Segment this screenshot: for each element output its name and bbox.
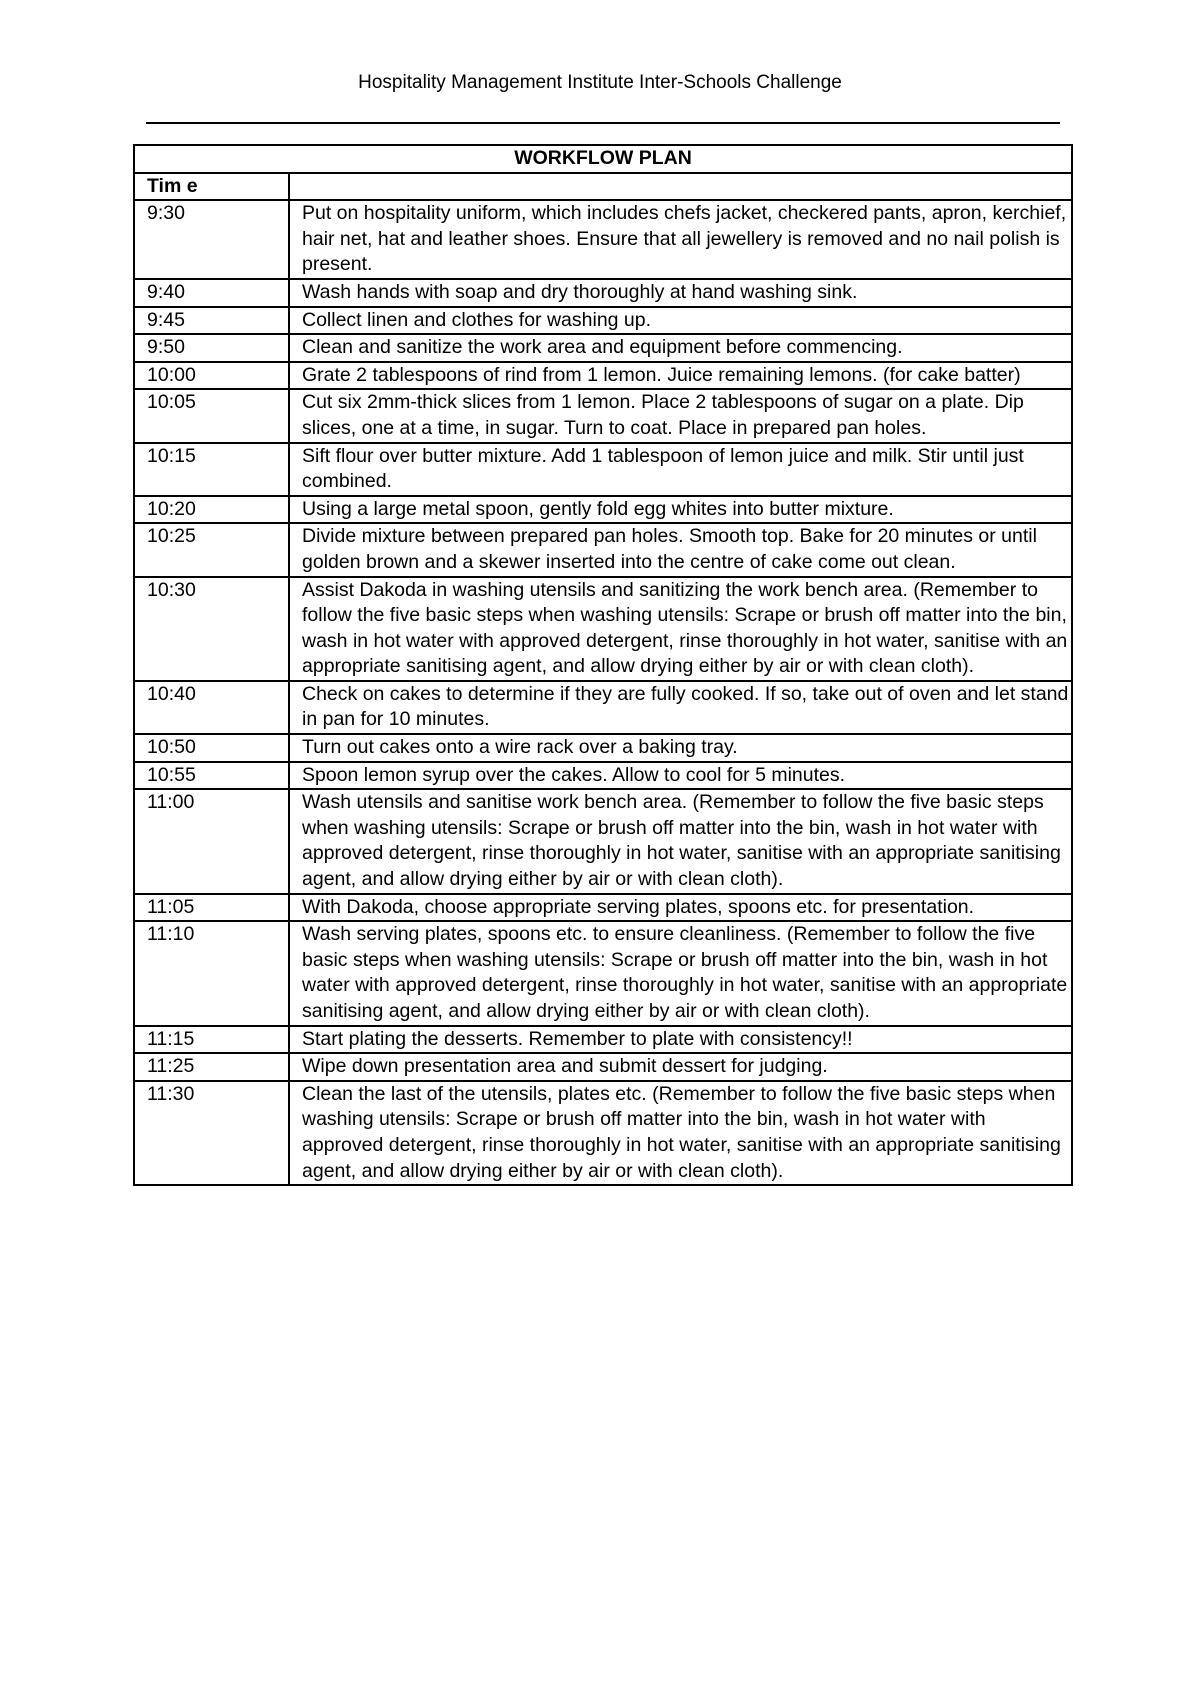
row-time: 11:30 xyxy=(134,1081,289,1185)
table-row xyxy=(134,681,1072,734)
table-row xyxy=(134,789,1072,893)
row-task: Assist Dakoda in washing utensils and sanitizing the work bench area. (Remember to follow the five basic steps when washing utensils: Scrape or brush off matter into the bin, wash in hot water with approved detergent, rinse thoroughly in hot water, sanitise with an appropriate sanitising agent, and allow drying either by air or with clean cloth). xyxy=(289,577,1072,681)
row-task: Check on cakes to determine if they are fully cooked. If so, take out of oven and let stand in pan for 10 minutes. xyxy=(289,681,1072,734)
table-header-row xyxy=(134,173,1072,201)
row-time: 11:00 xyxy=(134,789,289,893)
row-task: Grate 2 tablespoons of rind from 1 lemon. Juice remaining lemons. (for cake batter) xyxy=(289,362,1072,390)
header-rule xyxy=(146,122,1060,124)
row-task: Wipe down presentation area and submit dessert for judging. xyxy=(289,1053,1072,1081)
row-time: 9:30 xyxy=(134,200,289,279)
table-row xyxy=(134,307,1072,335)
table-row xyxy=(134,921,1072,1025)
table-row xyxy=(134,734,1072,762)
row-task: Wash utensils and sanitise work bench area. (Remember to follow the five basic steps when washing utensils: Scrape or brush off matter into the bin, wash in hot water with approved detergent, rinse thoroughly in hot water, sanitise with an appropriate sanitising agent, and allow drying either by air or with clean cloth). xyxy=(289,789,1072,893)
row-task: Clean and sanitize the work area and equipment before commencing. xyxy=(289,334,1072,362)
time-column-header: Tim e xyxy=(134,173,289,201)
workflow-rows xyxy=(134,200,1072,1185)
row-time: 11:10 xyxy=(134,921,289,1025)
table-title: WORKFLOW PLAN xyxy=(134,145,1072,173)
page-header: Hospitality Management Institute Inter-Schools Challenge xyxy=(358,72,842,93)
table-row xyxy=(134,389,1072,442)
row-time: 11:05 xyxy=(134,894,289,922)
task-column-header xyxy=(289,173,1072,201)
row-task: Collect linen and clothes for washing up. xyxy=(289,307,1072,335)
row-task: Divide mixture between prepared pan holes. Smooth top. Bake for 20 minutes or until golden brown and a skewer inserted into the centre of cake come out clean. xyxy=(289,523,1072,576)
table-row xyxy=(134,362,1072,390)
row-time: 10:05 xyxy=(134,389,289,442)
table-row xyxy=(134,1053,1072,1081)
table-title-row xyxy=(134,145,1072,173)
workflow-table xyxy=(133,144,1073,1186)
table-row xyxy=(134,762,1072,790)
row-task: With Dakoda, choose appropriate serving plates, spoons etc. for presentation. xyxy=(289,894,1072,922)
row-task: Wash serving plates, spoons etc. to ensure cleanliness. (Remember to follow the five basic steps when washing utensils: Scrape or brush off matter into the bin, wash in hot water with approved detergent, rinse thoroughly in hot water, sanitise with an appropriate sanitising agent, and allow drying either by air or with clean cloth). xyxy=(289,921,1072,1025)
table-row xyxy=(134,894,1072,922)
row-time: 11:25 xyxy=(134,1053,289,1081)
row-time: 10:50 xyxy=(134,734,289,762)
row-task: Start plating the desserts. Remember to plate with consistency!! xyxy=(289,1026,1072,1054)
table-row xyxy=(134,279,1072,307)
row-task: Turn out cakes onto a wire rack over a baking tray. xyxy=(289,734,1072,762)
table-row xyxy=(134,334,1072,362)
table-row xyxy=(134,1081,1072,1185)
row-time: 10:55 xyxy=(134,762,289,790)
table-row xyxy=(134,200,1072,279)
row-time: 9:45 xyxy=(134,307,289,335)
table-row xyxy=(134,443,1072,496)
row-task: Wash hands with soap and dry thoroughly at hand washing sink. xyxy=(289,279,1072,307)
row-task: Using a large metal spoon, gently fold egg whites into butter mixture. xyxy=(289,496,1072,524)
row-task: Put on hospitality uniform, which includes chefs jacket, checkered pants, apron, kerchief, hair net, hat and leather shoes. Ensure that all jewellery is removed and no nail polish is present. xyxy=(289,200,1072,279)
row-task: Spoon lemon syrup over the cakes. Allow to cool for 5 minutes. xyxy=(289,762,1072,790)
row-time: 9:40 xyxy=(134,279,289,307)
table-row xyxy=(134,496,1072,524)
row-time: 10:15 xyxy=(134,443,289,496)
row-time: 10:40 xyxy=(134,681,289,734)
table-row xyxy=(134,1026,1072,1054)
table-row xyxy=(134,523,1072,576)
row-task: Sift flour over butter mixture. Add 1 tablespoon of lemon juice and milk. Stir until just combined. xyxy=(289,443,1072,496)
row-time: 10:30 xyxy=(134,577,289,681)
table-row xyxy=(134,577,1072,681)
row-time: 10:25 xyxy=(134,523,289,576)
row-time: 10:00 xyxy=(134,362,289,390)
row-time: 11:15 xyxy=(134,1026,289,1054)
row-task: Clean the last of the utensils, plates etc. (Remember to follow the five basic steps when washing utensils: Scrape or brush off matter into the bin, wash in hot water with approved detergent, rinse thoroughly in hot water, sanitise with an appropriate sanitising agent, and allow drying either by air or with clean cloth). xyxy=(289,1081,1072,1185)
row-time: 10:20 xyxy=(134,496,289,524)
row-time: 9:50 xyxy=(134,334,289,362)
row-task: Cut six 2mm-thick slices from 1 lemon. Place 2 tablespoons of sugar on a plate. Dip slices, one at a time, in sugar. Turn to coat. Place in prepared pan holes. xyxy=(289,389,1072,442)
